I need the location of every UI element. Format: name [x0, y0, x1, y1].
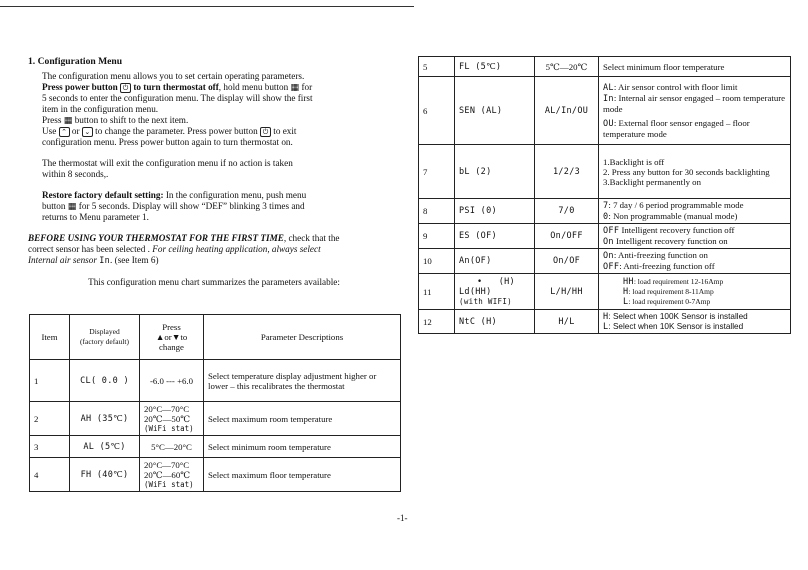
- item-cell: 6: [419, 77, 455, 145]
- intro-line: [28, 115, 400, 126]
- text: Use: [42, 126, 57, 136]
- section-title: 1. Configuration Menu: [28, 56, 123, 67]
- dot-icon: •: [477, 276, 483, 287]
- range-cell: AL/In/OU: [535, 77, 599, 145]
- item-cell: 8: [419, 199, 455, 224]
- desc-cell: Select minimum room temperature: [204, 436, 401, 458]
- display-cell: PSI (0): [455, 199, 535, 224]
- summary-line: This configuration menu chart summarizes the parameters available:: [88, 277, 340, 287]
- desc-text: : Air sensor control with floor limit: [613, 82, 738, 92]
- text: for 5 seconds. Display will show “DEF” blinking 3 times and: [78, 201, 305, 211]
- display-text: (H): [498, 276, 515, 287]
- desc-line: [603, 93, 786, 114]
- desc-text: : Select when 10K Sensor is installed: [608, 321, 744, 331]
- intro-line: 5 seconds to enter the configuration menu. The display will show the first: [42, 93, 313, 103]
- page-number: -1-: [397, 513, 408, 523]
- display-cell: CL( 0.0 ): [70, 360, 140, 402]
- desc-text: : load requirement 12-16Amp: [633, 276, 724, 286]
- lcd-code: OFF: [603, 262, 620, 272]
- desc-line: [603, 250, 786, 261]
- desc-line: [623, 297, 786, 307]
- range-cell: 5°C—20°C: [140, 436, 204, 458]
- table-row: [30, 402, 401, 436]
- header-item: Item: [30, 315, 70, 360]
- range-cell: 7/0: [535, 199, 599, 224]
- desc-text: 3.Backlight permanently on: [603, 176, 701, 187]
- header-text: (factory default): [80, 337, 129, 346]
- desc-cell: [599, 310, 791, 334]
- range-text: 20℃—60℃: [144, 469, 191, 480]
- desc-line: [603, 312, 786, 322]
- header-text: Displayed: [89, 327, 120, 336]
- item-cell: 9: [419, 224, 455, 249]
- text: for: [301, 82, 313, 92]
- item-cell: 4: [30, 458, 70, 492]
- table-row: [419, 224, 791, 249]
- table-row: [30, 458, 401, 492]
- desc-text: : load requirement 8-11Amp: [628, 286, 714, 296]
- text: . (see Item 6): [110, 255, 159, 265]
- power-icon: ⏻: [260, 127, 271, 137]
- lcd-code: L: [603, 321, 609, 332]
- header-press: [140, 315, 204, 360]
- lcd-code: 0: [603, 212, 609, 222]
- desc-line: [623, 287, 786, 297]
- desc-cell: [599, 249, 791, 274]
- range-text: 20°C—70°C: [144, 403, 190, 414]
- desc-line: [603, 82, 786, 93]
- menu-grid-icon: ▦: [63, 115, 73, 125]
- desc-text: 1.Backlight is off: [603, 156, 665, 167]
- before-note: [28, 255, 400, 267]
- header-displayed: [70, 315, 140, 360]
- desc-text: : External floor sensor engaged – floor temperature mode: [603, 118, 750, 139]
- table-row: [419, 199, 791, 224]
- range-text: 20℃—50℃: [144, 413, 191, 424]
- range-cell: L/H/HH: [535, 274, 599, 310]
- restore-note: returns to Menu parameter 1.: [42, 212, 149, 222]
- table-row: [419, 145, 791, 199]
- italic-text: Internal air sensor: [28, 255, 100, 265]
- table-header-row: [30, 315, 401, 360]
- desc-text: 2. Press any button for 30 seconds backlighting: [603, 166, 770, 177]
- intro-line: configuration menu. Press power button again to turn thermostat on.: [42, 137, 293, 147]
- display-line: [459, 277, 530, 287]
- range-cell: -6.0 --- +6.0: [140, 360, 204, 402]
- config-table-left: [29, 314, 401, 492]
- config-table-right: [418, 56, 791, 334]
- table-row: [30, 436, 401, 458]
- item-cell: 10: [419, 249, 455, 274]
- display-cell: AH (35℃): [70, 402, 140, 436]
- intro-line: item in the configuration menu.: [42, 104, 159, 114]
- range-text: (WiFi stat): [144, 479, 194, 489]
- lcd-code: H: [623, 286, 629, 297]
- lcd-code: HH: [623, 276, 634, 287]
- intro-line: The configuration menu allows you to set certain operating parameters.: [42, 71, 305, 81]
- range-text: (WiFi stat): [144, 423, 194, 433]
- intro-line: [28, 126, 400, 137]
- desc-cell: [599, 145, 791, 199]
- desc-text: : Anti-freezing function off: [619, 261, 715, 271]
- lcd-code: In: [99, 256, 111, 266]
- display-cell: [455, 274, 535, 310]
- desc-line: [603, 261, 786, 272]
- display-cell: NtC (H): [455, 310, 535, 334]
- intro-line: [28, 82, 400, 93]
- lcd-code: On: [603, 251, 614, 261]
- desc-cell: [599, 77, 791, 145]
- up-arrow-icon: ⌃: [59, 127, 70, 137]
- desc-cell: Select maximum room temperature: [204, 402, 401, 436]
- desc-line: [623, 277, 786, 287]
- table-row: [30, 360, 401, 402]
- item-cell: 5: [419, 57, 455, 77]
- desc-line: [603, 225, 786, 236]
- table-row: [419, 77, 791, 145]
- desc-text: : load requirement 0-7Amp: [628, 296, 711, 306]
- header-text: change: [159, 342, 184, 352]
- exit-note: within 8 seconds,.: [42, 169, 109, 179]
- range-cell: On/OFF: [535, 224, 599, 249]
- item-cell: 11: [419, 274, 455, 310]
- text: button: [42, 201, 66, 211]
- display-cell: FH (40℃): [70, 458, 140, 492]
- bold-text: Press power button: [42, 82, 118, 92]
- display-cell: bL (2): [455, 145, 535, 199]
- lcd-code: On: [603, 237, 614, 247]
- range-cell: [140, 458, 204, 492]
- top-rule: [0, 6, 414, 7]
- table-row: [419, 274, 791, 310]
- display-cell: An(OF): [455, 249, 535, 274]
- desc-text: : Select when 100K Sensor is installed: [608, 311, 748, 321]
- lcd-code: H: [603, 311, 609, 322]
- header-desc: Parameter Descriptions: [204, 315, 401, 360]
- desc-text: : Non programmable (manual mode): [608, 211, 738, 221]
- restore-note: [28, 190, 400, 201]
- desc-cell: [599, 199, 791, 224]
- header-text: ▲or▼to: [155, 332, 188, 342]
- header-text: Press: [162, 322, 181, 332]
- text: to exit: [273, 126, 297, 136]
- bold-text: Restore factory default setting:: [42, 190, 164, 200]
- text: , hold menu button: [218, 82, 289, 92]
- lcd-code: OU: [603, 119, 614, 129]
- lcd-code: AL: [603, 83, 614, 93]
- desc-line: [603, 118, 786, 139]
- item-cell: 2: [30, 402, 70, 436]
- bold-italic-text: BEFORE USING YOUR THERMOSTAT FOR THE FIRST TIME: [28, 233, 284, 243]
- desc-line: [603, 200, 786, 211]
- range-text: 20°C—70°C: [144, 459, 190, 470]
- item-cell: 3: [30, 436, 70, 458]
- lcd-code: L: [623, 296, 629, 307]
- desc-cell: Select temperature display adjustment higher or lower – this recalibrates the thermostat: [204, 360, 401, 402]
- range-cell: H/L: [535, 310, 599, 334]
- text: to change the parameter. Press power button: [95, 126, 258, 136]
- lcd-code: OFF: [603, 226, 620, 236]
- display-text: Ld(HH): [459, 286, 492, 297]
- range-cell: On/OF: [535, 249, 599, 274]
- desc-text: Intelligent recovery function off: [621, 225, 735, 235]
- display-cell: SEN (AL): [455, 77, 535, 145]
- item-cell: 7: [419, 145, 455, 199]
- desc-cell: Select minimum floor temperature: [599, 57, 791, 77]
- table-row: [419, 249, 791, 274]
- item-cell: 12: [419, 310, 455, 334]
- text: , check that the: [283, 233, 340, 243]
- item-cell: 1: [30, 360, 70, 402]
- config-menu-section: [28, 56, 400, 288]
- range-cell: 1/2/3: [535, 145, 599, 199]
- menu-grid-icon: ▦: [67, 201, 77, 211]
- display-text: (with WIFI): [459, 296, 512, 306]
- desc-cell: [599, 274, 791, 310]
- power-icon: ⏻: [120, 83, 131, 93]
- exit-note: The thermostat will exit the configuration menu if no action is taken: [42, 158, 293, 168]
- text: correct sensor has been selected .: [28, 244, 153, 254]
- desc-cell: [599, 224, 791, 249]
- desc-text: : Internal air sensor engaged – room temperature mode: [603, 93, 786, 114]
- desc-line: [603, 236, 786, 247]
- restore-note: [28, 201, 400, 212]
- range-cell: 5℃—20℃: [535, 57, 599, 77]
- display-cell: AL (5℃): [70, 436, 140, 458]
- range-cell: [140, 402, 204, 436]
- bold-text: to turn thermostat off: [133, 82, 219, 92]
- before-note: [28, 244, 400, 255]
- down-arrow-icon: ⌄: [82, 127, 93, 137]
- text: button to shift to the next item.: [74, 115, 189, 125]
- menu-grid-icon: ▦: [290, 82, 300, 92]
- desc-text: : Anti-freezing function on: [613, 250, 708, 260]
- display-cell: ES (OF): [455, 224, 535, 249]
- lcd-code: 7: [603, 201, 609, 211]
- table-row: [419, 310, 791, 334]
- italic-text: For ceiling heating application, always select: [152, 244, 321, 254]
- text: or: [71, 126, 80, 136]
- display-cell: FL (5℃): [455, 57, 535, 77]
- desc-text: : 7 day / 6 period programmable mode: [608, 200, 744, 210]
- desc-cell: Select maximum floor temperature: [204, 458, 401, 492]
- desc-text: Intelligent recovery function on: [616, 236, 728, 246]
- text: Press: [42, 115, 62, 125]
- text: In the configuration menu, push menu: [163, 190, 307, 200]
- desc-line: [603, 322, 786, 332]
- lcd-code: In: [603, 94, 614, 104]
- desc-line: [603, 211, 786, 222]
- table-row: [419, 57, 791, 77]
- before-note: [28, 233, 400, 244]
